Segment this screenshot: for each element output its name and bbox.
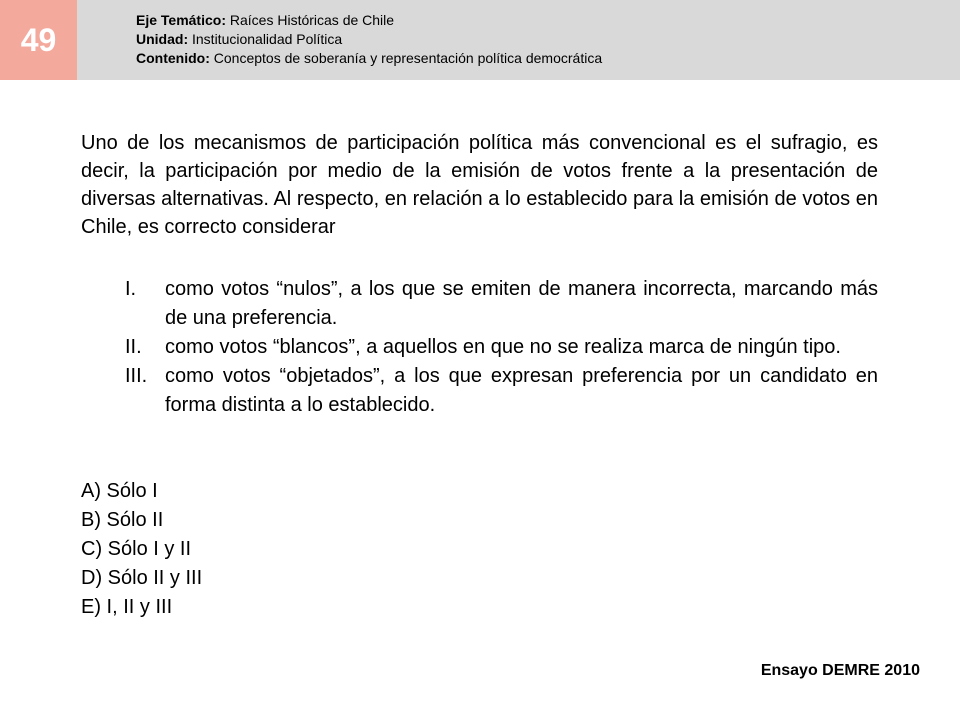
question-metadata [136, 11, 602, 68]
question-number: 49 [20, 21, 57, 58]
answer-option-c[interactable]: C) Sólo I y II [81, 538, 192, 560]
question-number-badge [0, 0, 77, 80]
unidad-row [136, 30, 602, 49]
contenido-label: Contenido: [136, 50, 210, 66]
unidad-label: Unidad: [136, 31, 189, 47]
statement-number: I. [125, 278, 137, 300]
statement-item [81, 362, 878, 420]
answer-option-a[interactable]: A) Sólo I [81, 480, 158, 502]
header-bar [0, 0, 960, 80]
statement-list [81, 275, 878, 420]
eje-tematico-row [136, 11, 602, 30]
source-footer: Ensayo DEMRE 2010 [760, 662, 920, 679]
unidad-value: Institucionalidad Política [192, 31, 343, 47]
answer-option-b[interactable]: B) Sólo II [81, 509, 164, 531]
statement-item [81, 275, 878, 333]
statement-number: II. [125, 336, 142, 358]
answer-option-d[interactable]: D) Sólo II y III [81, 567, 203, 589]
eje-tematico-label: Eje Temático: [136, 12, 226, 28]
answer-options [81, 477, 202, 622]
answer-option-e[interactable]: E) I, II y III [81, 596, 173, 618]
contenido-value: Conceptos de soberanía y representación política democrática [213, 50, 603, 66]
statement-text: como votos “nulos”, a los que se emiten de manera incorrecta, marcando más de una preferencia. [165, 278, 878, 329]
statement-text: como votos “objetados”, a los que expresan preferencia por un candidato en forma distinta a lo establecido. [165, 365, 878, 416]
statement-text: como votos “blancos”, a aquellos en que no se realiza marca de ningún tipo. [165, 336, 841, 358]
statement-number: III. [125, 365, 148, 387]
question-text: Uno de los mecanismos de participación política más convencional es el sufragio, es decir, la participación por medio de la emisión de votos frente a la presentación de diversas alternativas. Al respecto, en relación a lo establecido para la emisión de votos en Chile, es correcto considerar [81, 132, 878, 238]
contenido-row [136, 49, 602, 68]
eje-tematico-value: Raíces Históricas de Chile [229, 12, 395, 28]
statement-item [81, 333, 878, 362]
